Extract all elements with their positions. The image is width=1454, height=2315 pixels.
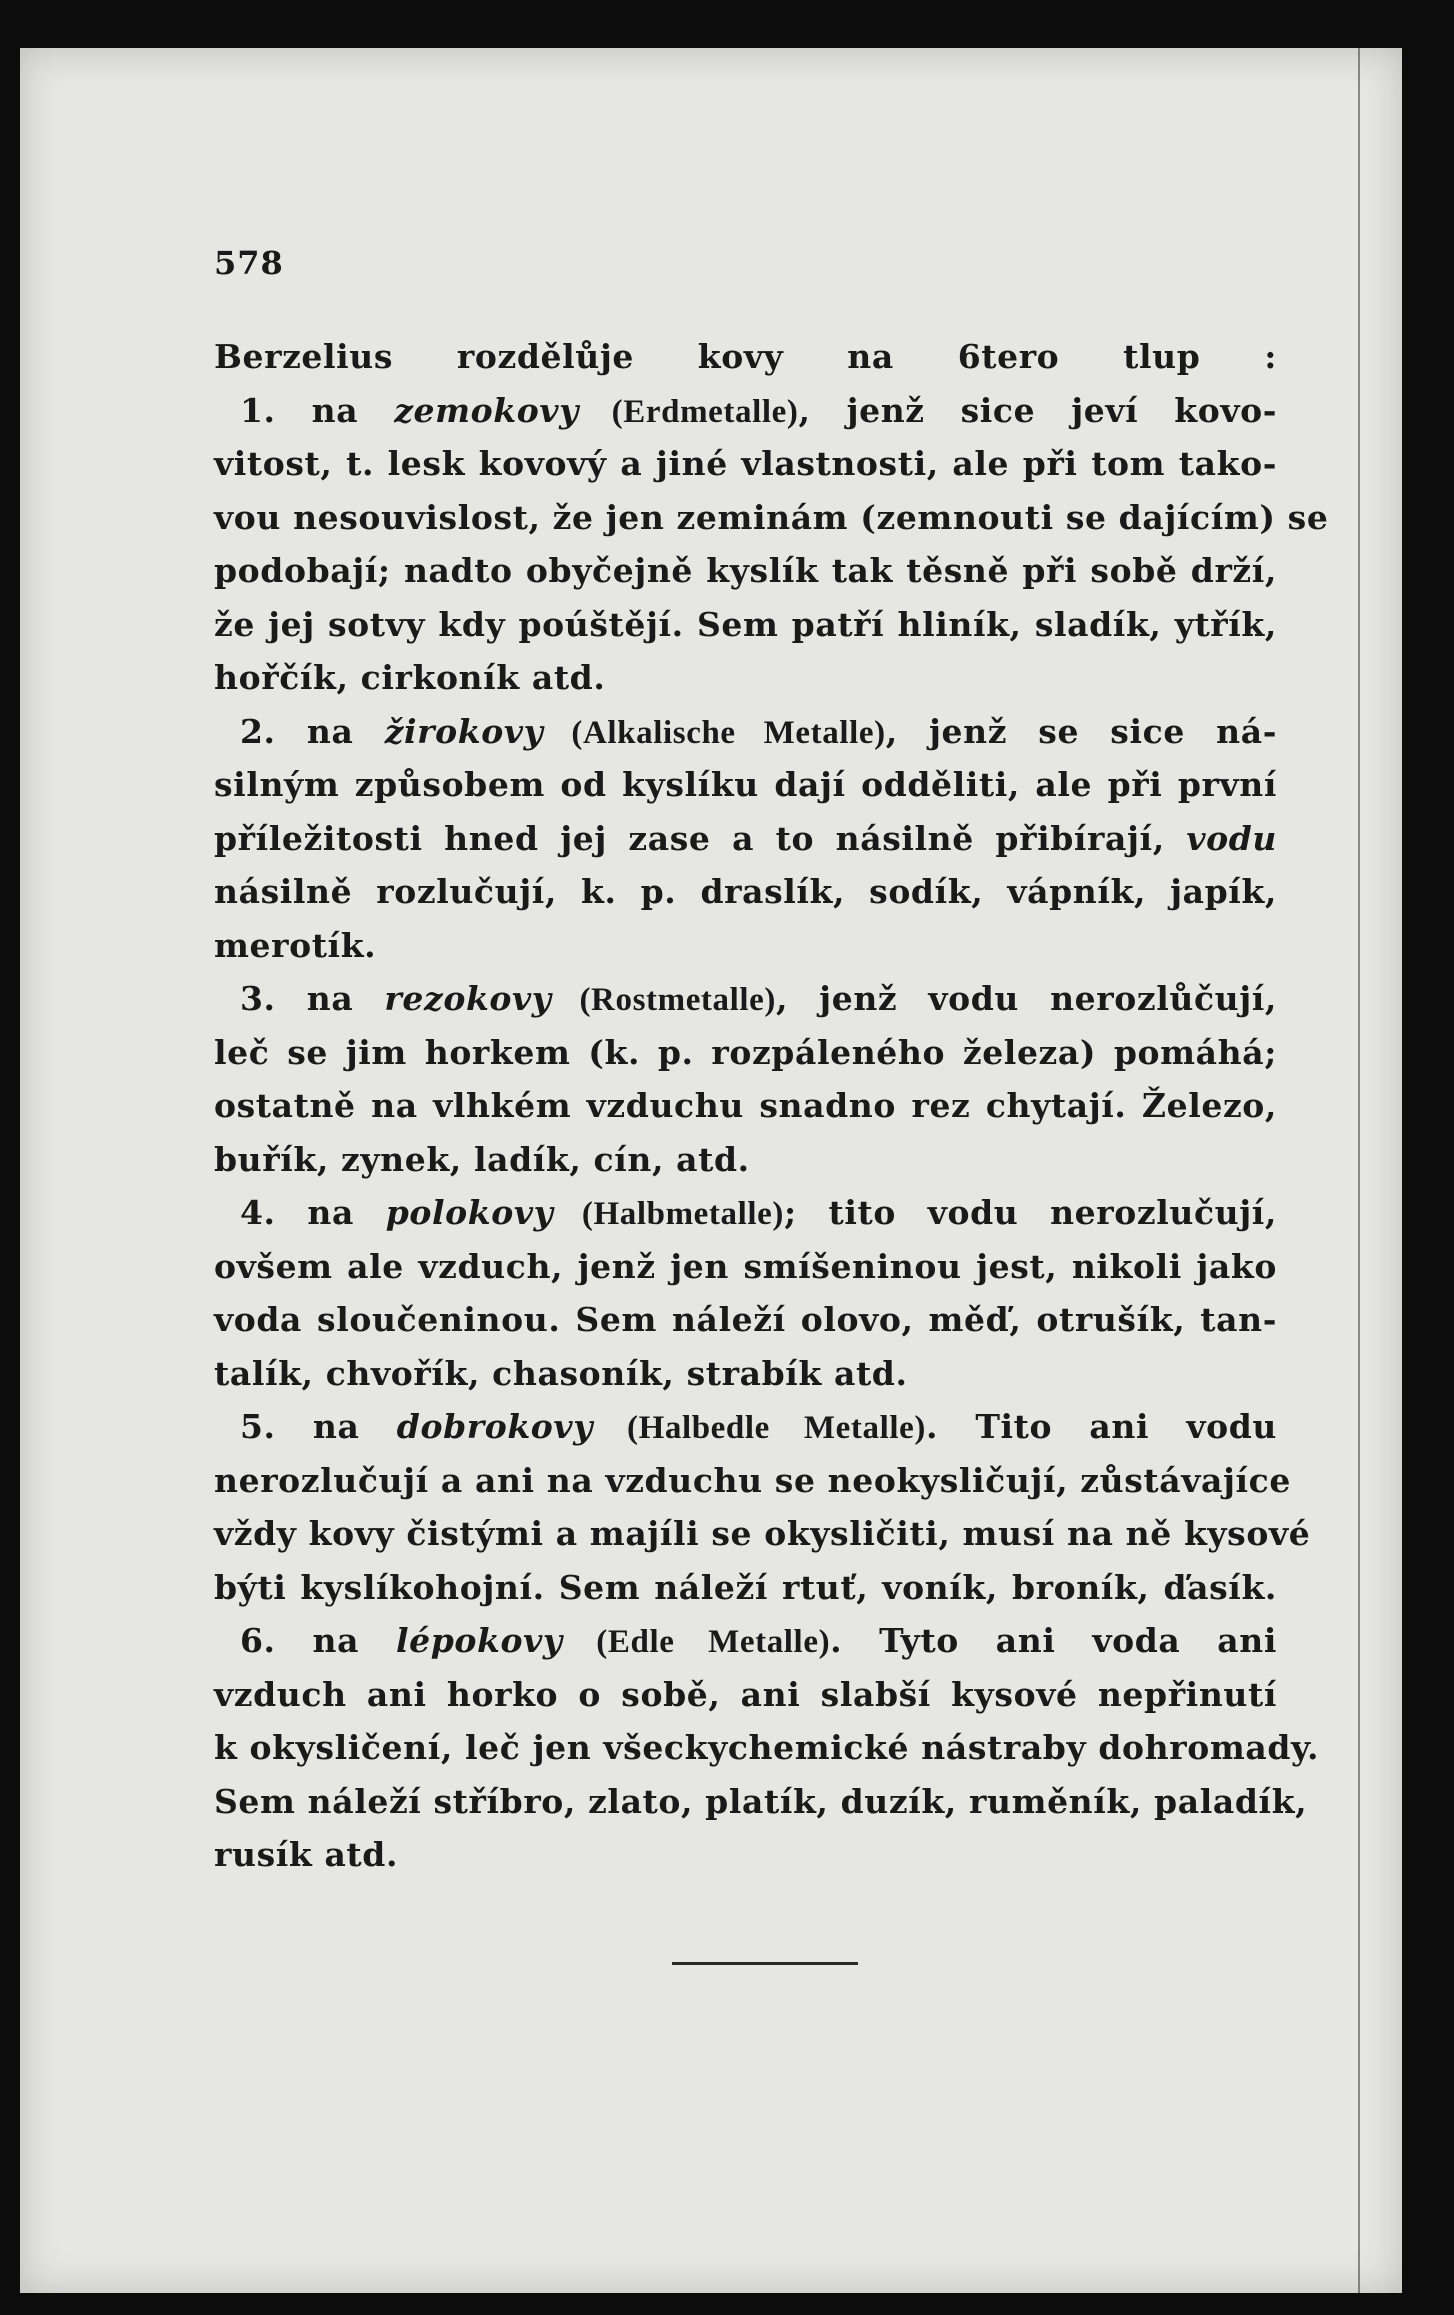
text-line-5: podobají; nadto obyčejně kyslík tak těsně při sobě drží, — [214, 551, 1277, 590]
page-number: 578 — [214, 244, 284, 282]
text-line-8: 2. na žirokovy (Alkalische Metalle), jenž se sice ná- — [240, 711, 1278, 751]
text-line-2: 1. na zemokovy (Erdmetalle), jenž sice jeví kovo- — [240, 390, 1278, 430]
text-line-18: ovšem ale vzduch, jenž jen smíšeninou jest, nikoli jako — [214, 1246, 1277, 1286]
body-text — [214, 330, 1329, 1882]
end-rule — [672, 1962, 858, 1965]
text-line-20: talík, chvořík, chasoník, strabík atd. — [214, 1353, 908, 1393]
text-line-6: že jej sotvy kdy poúštějí. Sem patří hliník, sladík, ytřík, — [214, 604, 1277, 644]
text-line-16: buřík, zynek, ladík, cín, atd. — [214, 1139, 750, 1179]
text-line-27: k okysličení, leč jen všeckychemické nástraby dohromady. — [214, 1728, 1320, 1767]
text-line-22: nerozlučují a ani na vzduchu se neokysličují, zůstávajíce — [214, 1460, 1291, 1500]
text-line-11: násilně rozlučují, k. p. draslík, sodík, vápník, japík, — [214, 872, 1277, 911]
text-line-9: silným způsobem od kyslíku dají odděliti, ale při první — [214, 765, 1277, 804]
text-line-24: býti kyslíkohojní. Sem náleží rtuť, voník, broník, ďasík. — [214, 1567, 1277, 1607]
text-line-15: ostatně na vlhkém vzduchu snadno rez chytají. Železo, — [214, 1086, 1277, 1125]
book-page — [20, 48, 1402, 2293]
text-line-4: vou nesouvislost, že jen zeminám (zemnouti se dajícím) se — [214, 497, 1329, 537]
page-edge-line — [1358, 48, 1360, 2293]
text-line-17: 4. na polokovy (Halbmetalle); tito vodu nerozlučují, — [240, 1193, 1277, 1232]
text-line-23: vždy kovy čistými a majíli se okysličiti, musí na ně kysové — [214, 1514, 1311, 1553]
text-line-3: vitost, t. lesk kovový a jiné vlastnosti, ale při tom tako- — [214, 444, 1277, 483]
text-line-25: 6. na lépokovy (Edle Metalle). Tyto ani voda ani — [240, 1621, 1278, 1660]
text-line-1: Berzelius rozdělůje kovy na 6tero tlup : — [214, 337, 1277, 376]
text-line-12: merotík. — [214, 925, 377, 965]
text-line-21: 5. na dobrokovy (Halbedle Metalle). Tito ani vodu — [240, 1407, 1278, 1446]
text-line-29: rusík atd. — [214, 1835, 399, 1874]
text-line-14: leč se jim horkem (k. p. rozpáleného železa) pomáhá; — [214, 1032, 1277, 1072]
text-line-10: příležitosti hned jej zase a to násilně přibírají, vodu — [214, 818, 1277, 858]
text-line-26: vzduch ani horko o sobě, ani slabší kysové nepřinutí — [214, 1674, 1277, 1714]
text-line-13: 3. na rezokovy (Rostmetalle), jenž vodu nerozlůčují, — [240, 979, 1277, 1018]
text-line-7: hořčík, cirkoník atd. — [214, 658, 606, 697]
text-line-28: Sem náleží stříbro, zlato, platík, duzík, ruměník, paladík, — [214, 1781, 1308, 1821]
text-line-19: voda sloučeninou. Sem náleží olovo, měď, otrušík, tan- — [214, 1300, 1277, 1339]
